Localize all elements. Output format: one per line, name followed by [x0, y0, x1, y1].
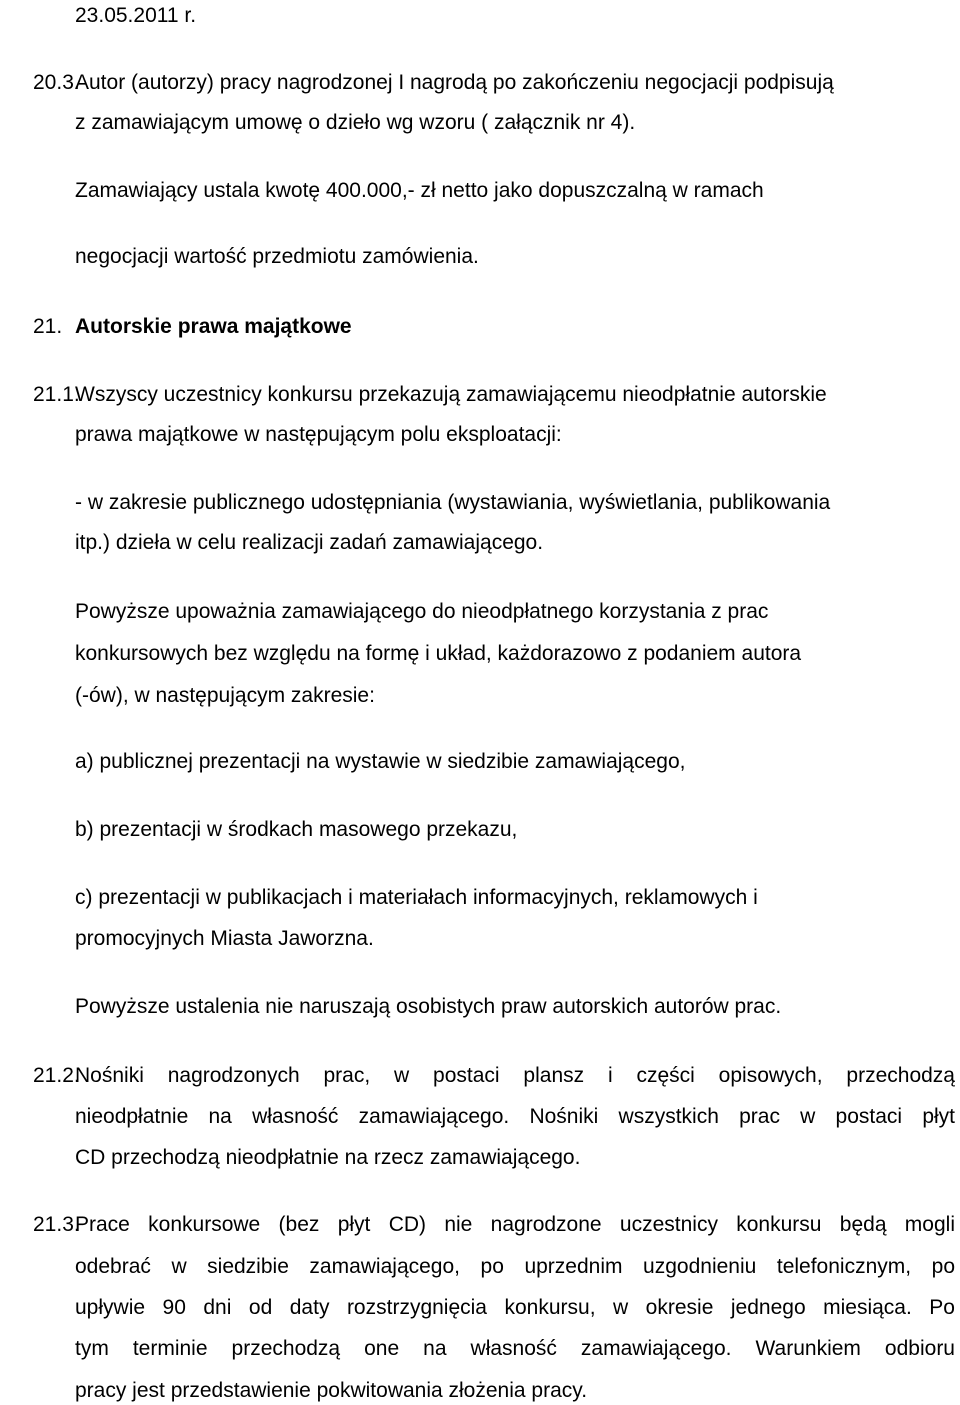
paragraph-line: nieodpłatnie na własność zamawiającego. Nośniki wszystkich prac w postaci płyt [75, 1105, 955, 1128]
document-date: 23.05.2011 r. [75, 4, 197, 27]
list-item: a) publicznej prezentacji na wystawie w siedzibie zamawiającego, [75, 750, 686, 773]
paragraph-line: Powyższe upoważnia zamawiającego do nieodpłatnego korzystania z prac [75, 600, 769, 623]
section-number-21: 21. [33, 315, 63, 338]
list-item: c) prezentacji w publikacjach i materiałach informacyjnych, reklamowych i [75, 886, 758, 909]
paragraph-line: pracy jest przedstawienie pokwitowania złożenia pracy. [75, 1379, 588, 1402]
list-item: promocyjnych Miasta Jaworzna. [75, 927, 374, 950]
section-number-21-2: 21.2. [33, 1064, 80, 1087]
section-heading: Autorskie prawa majątkowe [75, 315, 352, 338]
paragraph-line: Wszyscy uczestnicy konkursu przekazują zamawiającemu nieodpłatnie autorskie [75, 383, 827, 406]
paragraph-line: tym terminie przechodzą one na własność zamawiającego. Warunkiem odbioru [75, 1337, 955, 1360]
paragraph-line: Nośniki nagrodzonych prac, w postaci plansz i części opisowych, przechodzą [75, 1064, 955, 1087]
paragraph-line: CD przechodzą nieodpłatnie na rzecz zamawiającego. [75, 1146, 581, 1169]
paragraph-line: itp.) dzieła w celu realizacji zadań zamawiającego. [75, 531, 544, 554]
paragraph-line: upływie 90 dni od daty rozstrzygnięcia konkursu, w okresie jednego miesiąca. Po [75, 1296, 955, 1319]
paragraph-line: z zamawiającym umowę o dzieło wg wzoru ( załącznik nr 4). [75, 111, 636, 134]
paragraph-line: Zamawiający ustala kwotę 400.000,- zł netto jako dopuszczalną w ramach [75, 179, 764, 202]
paragraph-line: negocjacji wartość przedmiotu zamówienia. [75, 245, 479, 268]
paragraph-line: (-ów), w następującym zakresie: [75, 684, 375, 707]
paragraph-line: Powyższe ustalenia nie naruszają osobistych praw autorskich autorów prac. [75, 995, 782, 1018]
paragraph-line: konkursowych bez względu na formę i układ, każdorazowo z podaniem autora [75, 642, 802, 665]
paragraph-line: Prace konkursowe (bez płyt CD) nie nagrodzone uczestnicy konkursu będą mogli [75, 1213, 955, 1236]
section-number-21-3: 21.3. [33, 1213, 80, 1236]
list-item: b) prezentacji w środkach masowego przekazu, [75, 818, 518, 841]
paragraph-line: prawa majątkowe w następującym polu eksploatacji: [75, 423, 562, 446]
section-number-20-3: 20.3. [33, 71, 80, 94]
paragraph-line: - w zakresie publicznego udostępniania (wystawiania, wyświetlania, publikowania [75, 491, 831, 514]
section-number-21-1: 21.1. [33, 383, 80, 406]
paragraph-line: Autor (autorzy) pracy nagrodzonej I nagrodą po zakończeniu negocjacji podpisują [75, 71, 834, 94]
paragraph-line: odebrać w siedzibie zamawiającego, po uprzednim uzgodnieniu telefonicznym, po [75, 1255, 955, 1278]
